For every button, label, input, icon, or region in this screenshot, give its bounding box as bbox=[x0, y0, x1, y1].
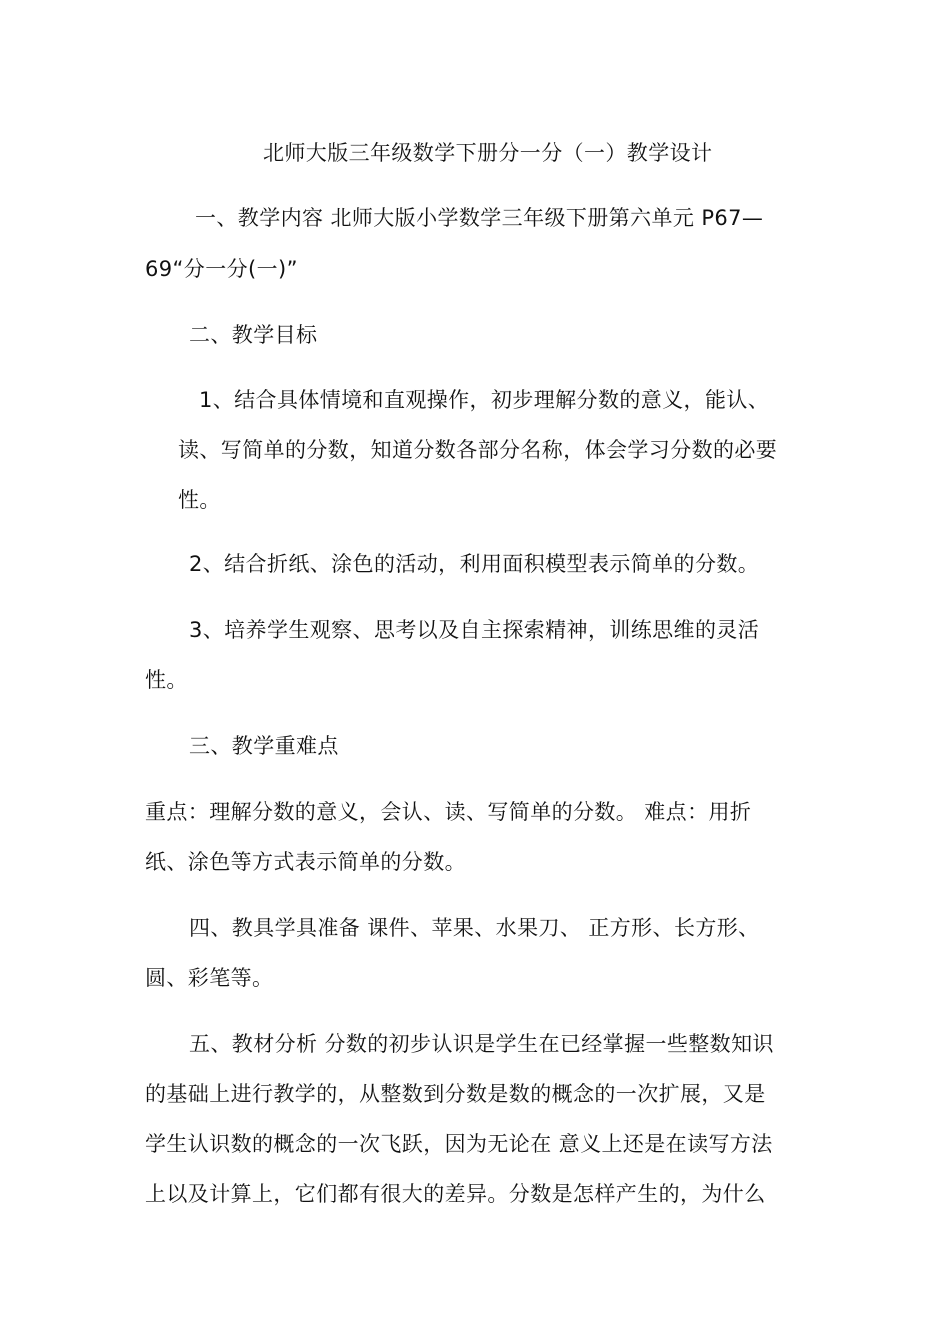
text-line: 上以及计算上，它们都有很大的差异。分数是怎样产生的，为什么 bbox=[145, 1182, 766, 1206]
text-line: 1、结合具体情境和直观操作，初步理解分数的意义，能认、 bbox=[199, 388, 770, 412]
text-line: 圆、彩笔等。 bbox=[145, 966, 274, 990]
text-line: 69“分一分(一)” bbox=[145, 257, 298, 281]
text-line: 四、教具学具准备 课件、苹果、水果刀、 正方形、长方形、 bbox=[189, 916, 760, 940]
text-line: 读、写简单的分数，知道分数各部分名称，体会学习分数的必要 bbox=[178, 438, 778, 462]
text-line: 纸、涂色等方式表示简单的分数。 bbox=[145, 850, 466, 874]
text-line: 性。 bbox=[178, 488, 221, 512]
text-line: 重点：理解分数的意义，会认、读、写简单的分数。 难点：用折 bbox=[145, 800, 752, 824]
text-line: 五、教材分析 分数的初步认识是学生在已经掌握一些整数知识 bbox=[189, 1032, 774, 1056]
text-line: 一、教学内容 北师大版小学数学三年级下册第六单元 P67— bbox=[195, 206, 764, 230]
section-heading: 三、教学重难点 bbox=[189, 734, 339, 758]
document-title: 北师大版三年级数学下册分一分（一）教学设计 bbox=[263, 141, 713, 165]
text-line: 3、培养学生观察、思考以及自主探索精神，训练思维的灵活 bbox=[189, 618, 760, 642]
text-line: 学生认识数的概念的一次飞跃，因为无论在 意义上还是在读写方法 bbox=[145, 1132, 773, 1156]
text-line: 性。 bbox=[145, 668, 188, 692]
text-line: 的基础上进行教学的，从整数到分数是数的概念的一次扩展，又是 bbox=[145, 1082, 766, 1106]
text-line: 2、结合折纸、涂色的活动，利用面积模型表示简单的分数。 bbox=[189, 552, 760, 576]
section-heading: 二、教学目标 bbox=[189, 323, 318, 347]
